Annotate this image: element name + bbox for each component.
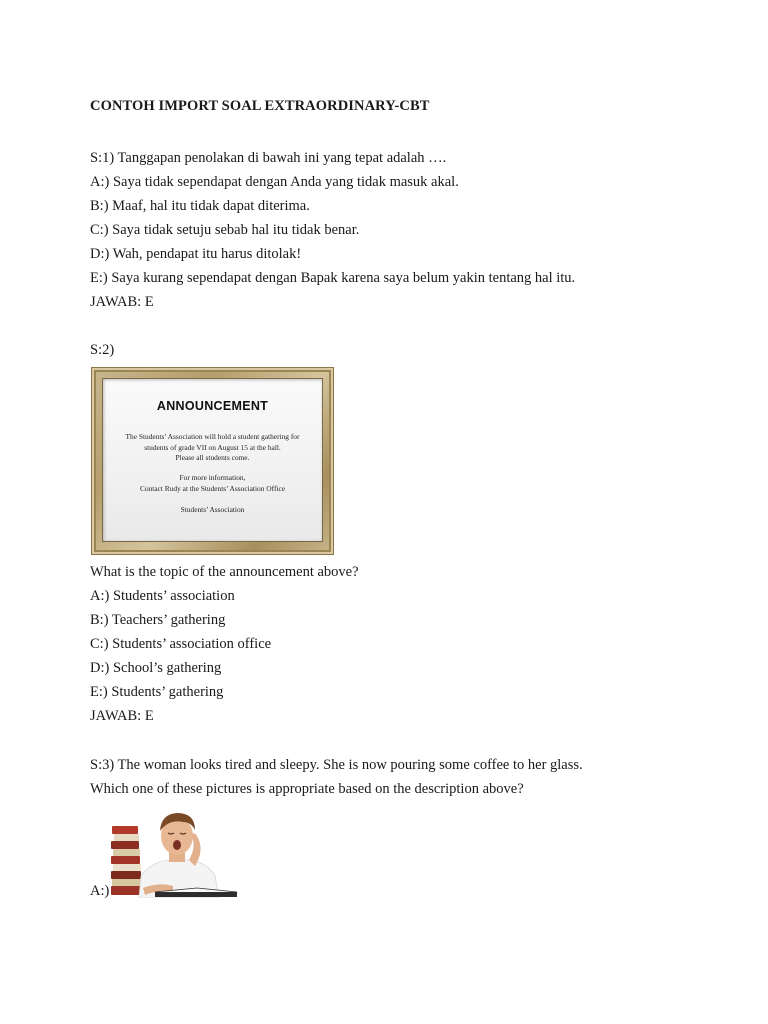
question-3-option-a-label: A:)	[90, 883, 110, 899]
question-3-stem-line-1: S:3) The woman looks tired and sleepy. She is now pouring some coffee to her glass.	[90, 757, 583, 773]
question-2-label: S:2)	[90, 342, 115, 358]
question-2-answer: JAWAB: E	[90, 708, 154, 724]
announcement-body-line: The Students’ Association will hold a student gathering for	[125, 432, 300, 441]
announcement-body-line: Please all students come.	[175, 453, 250, 462]
question-1-answer: JAWAB: E	[90, 294, 154, 310]
question-1-option-c: C:) Saya tidak setuju sebab hal itu tidak benar.	[90, 222, 360, 238]
announcement-info-line: For more information,	[179, 473, 246, 482]
question-2-option-e: E:) Students’ gathering	[90, 684, 224, 700]
question-1-option-b: B:) Maaf, hal itu tidak dapat diterima.	[90, 198, 310, 214]
book-stack-icon	[111, 826, 142, 895]
question-1-option-e: E:) Saya kurang sependapat dengan Bapak karena saya belum yakin tentang hal itu.	[90, 270, 576, 286]
question-2-stem: What is the topic of the announcement above?	[90, 564, 359, 580]
question-2-option-b: B:) Teachers’ gathering	[90, 612, 226, 628]
announcement-signature: Students’ Association	[180, 505, 245, 514]
announcement-info	[103, 473, 322, 494]
question-2-option-d: D:) School’s gathering	[90, 660, 222, 676]
document-title: CONTOH IMPORT SOAL EXTRAORDINARY-CBT	[90, 98, 430, 114]
question-1-option-a: A:) Saya tidak sependapat dengan Anda yang tidak masuk akal.	[90, 174, 459, 190]
tired-student-with-books-image	[111, 806, 240, 898]
question-2-option-a: A:) Students’ association	[90, 588, 235, 604]
announcement-info-line: Contact Rudy at the Students’ Association Office	[139, 483, 286, 493]
question-1-option-d: D:) Wah, pendapat itu harus ditolak!	[90, 246, 302, 262]
announcement-body-line: students of grade VII on August 15 at the hall.	[144, 442, 281, 452]
question-2-option-c: C:) Students’ association office	[90, 636, 272, 652]
announcement-board-image	[91, 367, 334, 555]
announcement-title: ANNOUNCEMENT	[156, 399, 269, 413]
announcement-paper	[102, 378, 323, 542]
question-1-stem: S:1) Tanggapan penolakan di bawah ini yang tepat adalah ….	[90, 150, 447, 166]
question-3-stem-line-2: Which one of these pictures is appropriate based on the description above?	[90, 781, 524, 797]
announcement-body	[103, 432, 322, 464]
